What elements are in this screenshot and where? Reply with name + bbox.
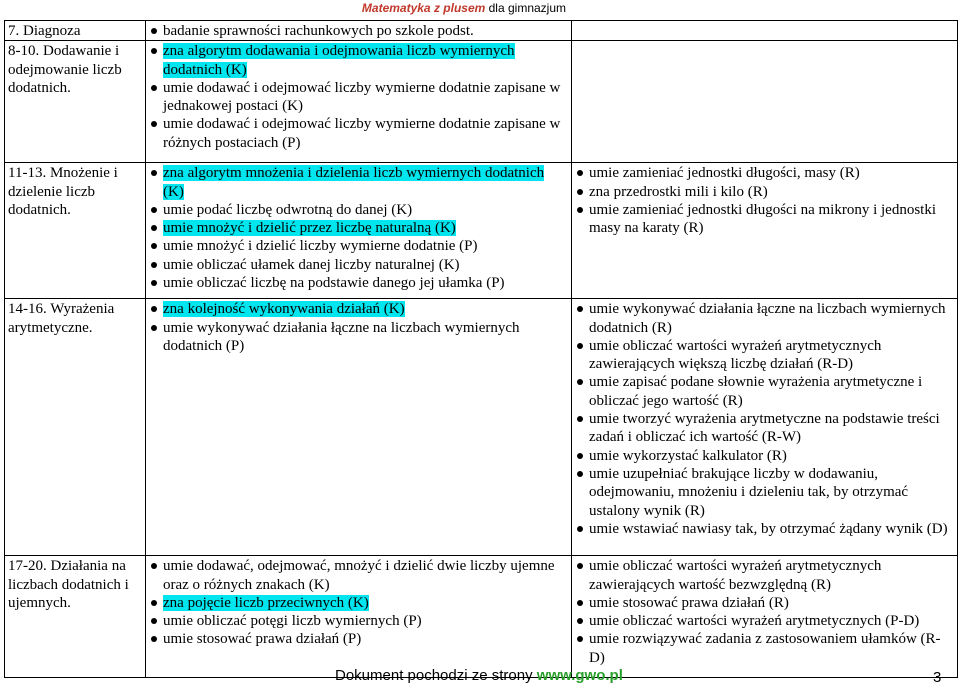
header-brand: Matematyka z plusem <box>361 1 486 15</box>
basic-requirements-cell <box>146 556 572 678</box>
requirement-text: umie wykonywać działania łączne na liczbach wymiernych dodatnich (P) <box>163 319 520 354</box>
table-row <box>5 21 958 41</box>
requirement-item <box>575 465 954 520</box>
requirement-item <box>149 237 568 255</box>
basic-requirements-cell <box>146 299 572 556</box>
requirement-text: umie wykorzystać kalkulator (R) <box>589 447 787 464</box>
requirement-item <box>149 594 568 612</box>
requirement-text: umie wykonywać działania łączne na liczbach wymiernych dodatnich (R) <box>589 301 946 336</box>
requirement-item <box>149 256 568 274</box>
requirement-item <box>149 79 568 116</box>
requirements-list <box>149 164 568 292</box>
requirement-text: zna przedrostki mili i kilo (R) <box>589 183 768 200</box>
requirement-item <box>575 164 954 182</box>
requirement-item <box>575 630 954 667</box>
requirement-item <box>575 183 954 201</box>
requirement-item <box>149 219 568 237</box>
requirement-text: umie obliczać wartości wyrażeń arytmetycznych (P-D) <box>589 613 920 630</box>
topic-cell: 7. Diagnoza <box>5 21 146 41</box>
extended-requirements-cell <box>572 41 958 163</box>
requirement-text: umie uzupełniać brakujące liczby w dodawaniu, odejmowaniu, mnożeniu i dzieleniu tak, by otrzymać ustalony wynik (R) <box>589 465 909 519</box>
requirement-item <box>149 630 568 648</box>
requirement-text: umie dodawać, odejmować, mnożyć i dzielić dwie liczby ujemne oraz o różnych znakach (K) <box>163 558 555 593</box>
requirements-list <box>575 557 954 667</box>
header-suffix: dla gimnazjum <box>485 1 566 15</box>
requirement-text: umie wstawiać nawiasy tak, by otrzymać żądany wynik (D) <box>589 520 948 537</box>
requirement-text: zna algorytm dodawania i odejmowania liczb wymiernych dodatnich (K) <box>163 43 515 78</box>
requirements-list <box>575 164 954 237</box>
basic-requirements-cell <box>146 163 572 299</box>
requirement-text: umie stosować prawa działań (R) <box>589 594 789 611</box>
footer-text: Dokument pochodzi ze strony <box>335 667 537 684</box>
requirement-item <box>149 22 568 40</box>
curriculum-table <box>4 20 958 678</box>
requirement-text: umie obliczać wartości wyrażeń arytmetycznych zawierających większą liczbę działań (R-D) <box>589 337 882 373</box>
requirement-text: umie zamieniać jednostki długości na mikrony i jednostki masy na karaty (R) <box>589 201 937 237</box>
requirement-text: umie stosować prawa działań (P) <box>163 631 362 648</box>
requirement-item <box>575 410 954 447</box>
requirement-item <box>149 557 568 594</box>
requirement-item <box>149 164 568 201</box>
requirement-item <box>575 520 954 538</box>
requirement-item <box>149 274 568 292</box>
extended-requirements-cell <box>572 556 958 678</box>
requirement-text: zna kolejność wykonywania działań (K) <box>163 301 405 318</box>
requirement-text: umie obliczać wartości wyrażeń arytmetycznych zawierających wartość bezwzględną (R) <box>589 558 882 593</box>
requirement-item <box>575 612 954 630</box>
requirement-item <box>149 300 568 318</box>
requirement-text: umie dodawać i odejmować liczby wymierne dodatnie zapisane w jednakowej postaci (K) <box>163 79 561 115</box>
requirement-text: umie tworzyć wyrażenia arytmetyczne na podstawie treści zadań i obliczać ich wartość (R-W) <box>589 411 940 446</box>
requirement-text: umie obliczać liczbę na podstawie danego jej ułamka (P) <box>163 275 505 292</box>
requirement-item <box>575 201 954 238</box>
requirements-list <box>149 557 568 648</box>
requirement-text: umie obliczać potęgi liczb wymiernych (P) <box>163 613 422 630</box>
requirements-list <box>149 42 568 152</box>
table-row <box>5 556 958 678</box>
requirement-item <box>575 594 954 612</box>
requirement-item <box>149 201 568 219</box>
requirement-item <box>575 300 954 337</box>
page-number: 3 <box>933 669 942 686</box>
requirement-text: umie zapisać podane słownie wyrażenia arytmetyczne i obliczać jego wartość (R) <box>589 374 923 409</box>
requirement-item <box>149 612 568 630</box>
topic-cell: 17-20. Działania na liczbach dodatnich i ujemnych. <box>5 556 146 678</box>
requirement-item <box>575 337 954 374</box>
basic-requirements-cell <box>146 21 572 41</box>
topic-cell: 14-16. Wyrażenia arytmetyczne. <box>5 299 146 556</box>
requirement-text: umie rozwiązywać zadania z zastosowaniem ułamków (R-D) <box>589 631 941 666</box>
requirement-text: badanie sprawności rachunkowych po szkole podst. <box>163 23 474 39</box>
requirements-list <box>149 22 568 40</box>
page-footer <box>335 667 623 684</box>
requirement-item <box>149 319 568 356</box>
topic-cell: 8-10. Dodawanie i odejmowanie liczb dodatnich. <box>5 41 146 163</box>
requirement-item <box>575 373 954 410</box>
footer-url: www.gwo.pl <box>536 667 623 684</box>
page-header <box>362 1 566 15</box>
requirement-text: umie mnożyć i dzielić przez liczbę naturalną (K) <box>163 220 456 237</box>
table-row <box>5 299 958 556</box>
requirements-list <box>575 300 954 538</box>
requirement-item <box>575 557 954 594</box>
table-row <box>5 163 958 299</box>
requirement-text: umie podać liczbę odwrotną do danej (K) <box>163 201 413 218</box>
requirement-item <box>149 42 568 79</box>
basic-requirements-cell <box>146 41 572 163</box>
extended-requirements-cell <box>572 21 958 41</box>
requirements-list <box>149 300 568 355</box>
requirement-text: umie mnożyć i dzielić liczby wymierne dodatnie (P) <box>163 238 478 255</box>
requirement-text: umie zamieniać jednostki długości, masy (R) <box>589 165 860 182</box>
requirement-item <box>149 115 568 152</box>
table-row <box>5 41 958 163</box>
extended-requirements-cell <box>572 163 958 299</box>
requirement-item <box>575 447 954 465</box>
requirement-text: umie obliczać ułamek danej liczby naturalnej (K) <box>163 256 460 273</box>
requirement-text: zna algorytm mnożenia i dzielenia liczb wymiernych dodatnich (K) <box>163 165 545 200</box>
extended-requirements-cell <box>572 299 958 556</box>
requirement-text: zna pojęcie liczb przeciwnych (K) <box>163 594 369 611</box>
requirement-text: umie dodawać i odejmować liczby wymierne dodatnie zapisane w różnych postaciach (P) <box>163 116 561 151</box>
topic-cell: 11-13. Mnożenie i dzielenie liczb dodatnich. <box>5 163 146 299</box>
